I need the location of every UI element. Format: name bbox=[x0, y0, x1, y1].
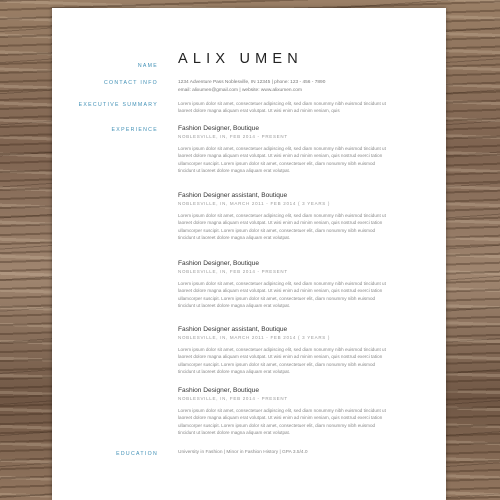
job-description: Lorem ipsum dolor sit amet, consectetuer adipiscing elit, sed diam nonummy nibh euismod tincidunt ut laoreet dolore magna aliquam erat volutpat. Ut wisi enim ad minim veniam, quis nostrud exerci tation ullamcorper suscipit. Lorem ipsum dolor sit amet, consectetuer elit, diam nonummy nibh euismod tincidunt ut laoreet dolore magna aliquam erat volutpat. bbox=[178, 408, 386, 436]
job-entry bbox=[178, 260, 393, 310]
job-entry bbox=[178, 192, 393, 242]
job-entry bbox=[178, 326, 393, 376]
label-name: NAME bbox=[137, 63, 158, 69]
job-description: Lorem ipsum dolor sit amet, consectetuer adipiscing elit, sed diam nonummy nibh euismod tincidunt ut laoreet dolore magna aliquam erat volutpat. Ut wisi enim ad minim veniam, quis nostrud exerci tation ullamcorper suscipit. Lorem ipsum dolor sit amet, consectetuer elit, diam nonummy nibh euismod tincidunt ut laoreet dolore magna aliquam erat volutpat. bbox=[178, 347, 386, 375]
job-meta: NOBLESVILLE, IN, FEB 2014 - PRESENT bbox=[178, 396, 288, 401]
candidate-name: ALIX UMEN bbox=[178, 51, 303, 67]
contact-info bbox=[178, 79, 393, 95]
job-description: Lorem ipsum dolor sit amet, consectetuer adipiscing elit, sed diam nonummy nibh euismod tincidunt ut laoreet dolore magna aliquam erat volutpat. Ut wisi enim ad minim veniam, quis nostrud exerci tation ullamcorper suscipit. Lorem ipsum dolor sit amet, consectetuer elit, diam nonummy nibh euismod tincidunt ut laoreet dolore magna aliquam erat volutpat. bbox=[178, 281, 386, 309]
contact-address-phone: 1234 Adventure Pass Noblesville, IN 12345 | phone: 123 - 456 - 7890 bbox=[178, 80, 326, 85]
job-entry bbox=[178, 125, 393, 175]
label-contact: CONTACT INFO bbox=[103, 80, 158, 86]
label-experience: EXPERIENCE bbox=[111, 127, 158, 133]
label-executive-summary: EXECUTIVE SUMMARY bbox=[78, 102, 158, 108]
job-title: Fashion Designer, Boutique bbox=[178, 260, 260, 267]
job-meta: NOBLESVILLE, IN, FEB 2014 - PRESENT bbox=[178, 269, 288, 274]
label-education: EDUCATION bbox=[116, 451, 158, 457]
job-meta: NOBLESVILLE, IN, FEB 2014 - PRESENT bbox=[178, 134, 288, 139]
executive-summary-text: Lorem ipsum dolor sit amet, consectetuer adipiscing elit, sed diam nonummy nibh euismod tincidunt ut laoreet dolore magna aliquam erat volutpat. Ut wisi enim ad minim veniam, quis bbox=[178, 101, 386, 114]
job-description: Lorem ipsum dolor sit amet, consectetuer adipiscing elit, sed diam nonummy nibh euismod tincidunt ut laoreet dolore magna aliquam erat volutpat. Ut wisi enim ad minim veniam, quis nostrud exerci tation ullamcorper suscipit. Lorem ipsum dolor sit amet, consectetuer elit, diam nonummy nibh euismod tincidunt ut laoreet dolore magna aliquam erat volutpat. bbox=[178, 146, 386, 174]
contact-email-website: email: alixumen@gmail.com | website: www.alixumen.com bbox=[178, 88, 302, 93]
job-title: Fashion Designer, Boutique bbox=[178, 387, 260, 394]
job-meta: NOBLESVILLE, IN, MARCH 2011 - FEB 2014 ( 3 YEARS ) bbox=[178, 335, 331, 340]
job-title: Fashion Designer, Boutique bbox=[178, 125, 260, 132]
job-title: Fashion Designer assistant, Boutique bbox=[178, 192, 288, 199]
education-details: University in Fashion | Minor in Fashion History | GPA 3.5/4.0 bbox=[178, 450, 308, 455]
resume-page bbox=[52, 8, 446, 500]
job-title: Fashion Designer assistant, Boutique bbox=[178, 326, 288, 333]
job-entry bbox=[178, 387, 393, 437]
job-meta: NOBLESVILLE, IN, MARCH 2011 - FEB 2014 ( 3 YEARS ) bbox=[178, 201, 331, 206]
job-description: Lorem ipsum dolor sit amet, consectetuer adipiscing elit, sed diam nonummy nibh euismod tincidunt ut laoreet dolore magna aliquam erat volutpat. Ut wisi enim ad minim veniam, quis nostrud exerci tation ullamcorper suscipit. Lorem ipsum dolor sit amet, consectetuer elit, diam nonummy nibh euismod tincidunt ut laoreet dolore magna aliquam erat volutpat. bbox=[178, 213, 386, 241]
